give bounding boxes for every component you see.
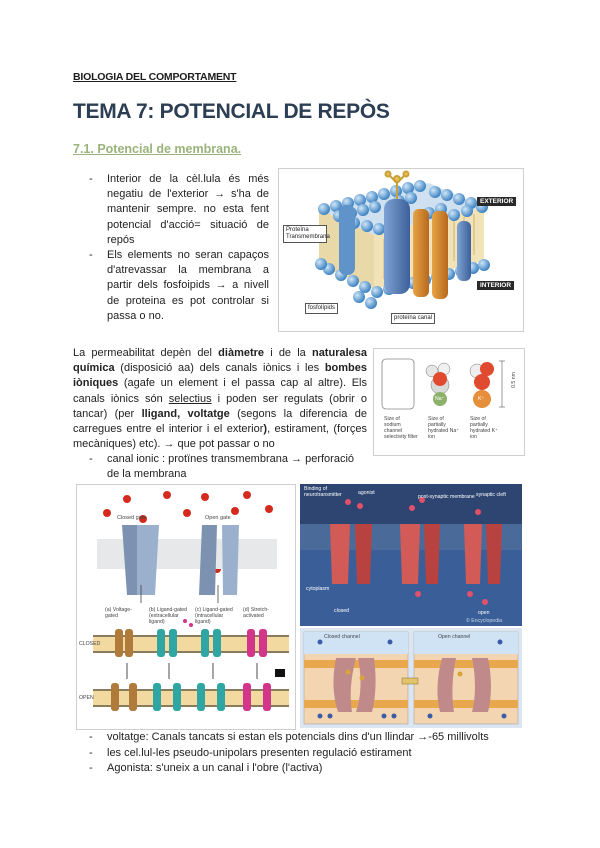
label-cleft: synaptic cleft [476,492,506,498]
label-cytoplasm: cytoplasm [306,586,330,592]
bold-run: lligand, voltatge [141,407,230,420]
text-run: (agafe un element i el passa cap al altre). Els canals iònics són [73,377,367,405]
bullet-dash: - [89,747,93,759]
membrane-figure [278,168,524,332]
label-copyright: © Encyclopedia [466,618,503,624]
bullet-item [89,730,527,745]
scale-label: 0.5 nm [510,372,517,388]
text-run: La permeabilitat depèn del [73,347,219,359]
underline-run: selectius [168,392,212,405]
bullet-item [89,761,527,776]
label-channel: proteïna canal [391,313,435,324]
label-open-channel: Open channel [438,634,471,640]
label-closed-gate: Closed gate [117,515,147,521]
synapse-figure [300,484,522,626]
bullet-item [89,746,527,761]
row-label-open: OPEN [79,695,94,701]
permeability-paragraph [73,346,367,452]
text-run: , estirament, (forçes mecàniques) etc). → que pot passar o no [73,423,367,451]
label-postsynaptic: post-synaptic membrane [418,494,475,500]
bullet-item [89,452,367,482]
bullet-text: Els elements no seran capaços d'atrevassar la membrana a partir dels fosfoipids → a nivell de proteina es pot controlar si passa o no. [107,249,269,322]
label-open-gate: Open gate [205,515,231,521]
bullet-item [89,172,269,248]
caption-sodium-filter: Size of sodium channel selectivity filter [384,416,418,440]
caption-k-ion: Size of partially hydrated K⁺ ion [470,416,498,440]
k-ion-label: K⁺ [478,396,485,402]
label-exterior: EXTERIOR [477,197,516,206]
bullet-dash: - [89,762,93,774]
bullet-dash: - [89,731,93,743]
bullet-item [89,248,269,324]
bold-run: bombes iòniques [73,362,367,390]
caption-na-ion: Size of partially hydrated Na⁺ ion [428,416,459,440]
bullet-text: Agonista: s'uneix a un canal i l'obre (l'activa) [107,762,323,774]
na-ion-label: Na⁺ [435,396,445,402]
row-label-closed: CLOSED [79,641,101,647]
channel-states-illustration [300,628,522,728]
bullet-text: Interior de la cèl.lula és més negatiu de l'exterior → s'ha de mantenir sempre. no esta fent potencial d'acció= situació de repós [107,173,269,246]
ion-size-figure [373,348,525,456]
text-run: i de la [264,347,312,359]
text-run: (segons la diferencia de carregues entre el interior i el exterior [73,407,367,436]
label-agonist: agonist [358,490,375,496]
label-nt-binding: Binding of neurotransmitter [304,486,342,498]
column-label: (b) Ligand-gated (extracellular ligand) [149,607,188,625]
channel-states-figure [300,628,522,728]
bold-run: diàmetre [218,347,265,359]
label-closed-channel: Closed channel [324,634,360,640]
bold-run: naturalesa química [73,347,367,375]
course-title: BIOLOGIA DEL COMPORTAMENT [73,71,237,83]
text-run: (disposició aa) dels canals iònics i les [114,362,325,375]
bullet-dash: - [89,249,93,261]
bullet-text: voltatge: Canals tancats si estan els potencials dins d'un llindar →-65 millivolts [107,731,489,743]
bullet-dash: - [89,173,93,185]
page-title: TEMA 7: POTENCIAL DE REPÒS [73,100,390,123]
column-label: (a) Voltage-gated [105,607,132,619]
label-open: open [478,610,490,616]
bold-run: ) [263,423,268,436]
label-closed: closed [334,608,349,614]
bullet-text: canal ionic : protïnes transmembrana → perforació de la membrana [107,453,355,481]
label-protein: Proteïna Transmembrana [283,225,327,243]
bullet-text: les cel.lul-les pseudo-unipolars presenten regulació estirament [107,747,412,759]
column-label: (d) Stretch- activated [243,607,269,619]
label-interior: INTERIOR [477,281,514,290]
column-label: (c) Ligand-gated (intracellular ligand) [195,607,233,625]
text-run: i poden ser regulats (obrir o tancar) (per [73,392,367,420]
label-lipid: fosfolípids [305,303,338,314]
synapse-illustration [300,484,522,626]
bullet-dash: - [89,453,93,465]
section-title: 7.1. Potencial de membrana. [73,142,242,156]
channel-gating-figure [76,484,296,730]
